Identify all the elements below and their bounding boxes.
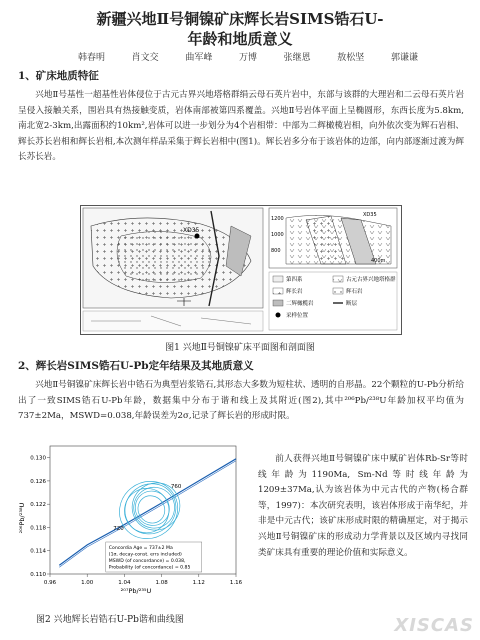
author-list [78,50,418,63]
author: 万博 [238,53,257,63]
figure2-concordia [16,440,246,595]
scale-label: 400m [371,258,386,264]
figure2-caption: 图2 兴地辉长岩锆石U-Pb谐和曲线图 [36,615,184,625]
plan-map [83,208,263,308]
y-tick-label: 0.118 [30,525,46,532]
chart-legend-line: MSWD (of concordance) = 0.038, [108,559,186,564]
author: 敖松坚 [337,53,365,63]
y-tick-label: 0.130 [30,455,46,462]
figure1-map [80,205,402,335]
legend-xingditage: 古元古界兴地塔格群 [346,277,396,283]
section-sample-label: XD35 [363,212,377,218]
figure1-caption: 图1 兴地Ⅱ号铜镍矿床平面图和剖面图 [165,343,315,353]
cross-section [269,208,397,268]
concordia-age-label: 720 [113,525,124,532]
x-tick-label: 1.16 [229,580,243,586]
legend-gabbro: 辉长岩 [286,289,303,295]
x-tick-label: 1.12 [192,580,205,586]
sample-location-marker [195,234,200,239]
map-legend [269,272,397,330]
section1-heading: 1、矿床地质特征 [18,70,99,82]
chart-legend-line: (1σ, decay-const. errs included) [108,552,182,558]
legend-pyroxenite: 辉石岩 [346,289,363,295]
author: 张继恩 [283,53,311,63]
geologic-map-svg [81,206,401,334]
sample-label: XD35 [183,227,200,234]
elevation-top: 1200 [271,216,284,222]
section1-text: 兴地Ⅱ号基性一超基性岩体侵位于古元古界兴地塔格群绢云母石英片岩中，东部与该群的大理岩和二云母石英片岩呈侵入接触关系，围岩具有热接触变质，岩体南部被第四系覆盖。兴地Ⅱ号岩体平面上呈椭圆形，东西长度为5.8km,南北宽2-3km,出露面积约10km²,岩体可以进一步划分为4个岩相带：中部为二辉橄榄岩相，向外依次变为辉石岩相、辉长苏长岩相和辉长岩相,本次测年样品采集于辉长岩相中(图1)。辉长岩多分布于该岩体的边部，向内部逐渐过渡为辉长苏长岩。 [18,90,464,163]
concordia-age-label: 760 [170,483,182,490]
x-axis-label: ²⁰⁷Pb/²³⁵U [120,587,152,595]
legend-lherzolite: 二辉橄榄岩 [286,301,314,307]
author: 韩春明 [78,53,106,63]
y-tick-label: 0.110 [30,572,46,578]
author: 肖文交 [131,53,159,63]
y-tick-label: 0.114 [30,548,46,555]
x-tick-label: 1.04 [118,580,131,586]
x-tick-label: 0.96 [43,580,57,586]
y-axis-label: ²⁰⁶Pb/²³⁸U [18,502,26,534]
paper-title-line2: 年龄和地质意义 [187,30,293,48]
concordia-chart [16,440,246,595]
author: 曲军峰 [185,53,213,63]
section2-heading: 2、辉长岩SIMS锆石U-Pb定年结果及其地质意义 [18,360,254,372]
legend-sample-site: 采样位置 [286,313,309,319]
elevation-mid: 1000 [271,232,284,238]
legend-quaternary: 第四系 [286,277,303,283]
right-column-text: 前人获得兴地Ⅱ号铜镍矿床中赋矿岩体Rb-Sr等时线年龄为1190Ma, Sm-Nd等时线年龄为1209±37Ma,认为该岩体为中元古代的产物(杨合群等，1997)：本次研究表明，该岩体形成于南华纪，并非是中元古代；该矿床形成时限的精确厘定，对于揭示兴地Ⅱ号铜镍矿床的形成动力学背景以及区域内寻找同类矿床具有重要的理论价值和实际意义。 [258,454,468,558]
section2-text: 兴地Ⅱ号铜镍矿床辉长岩中锆石为典型岩浆锆石,其形态大多数为短柱状、透明的自形晶。22个颗粒的U-Pb分析给出了一致SIMS锆石U-Pb年龄，数据集中分布于谐和线上及其附近(图2),其中²⁰⁶Pb/²³⁸U年龄加权平均值为737±2Ma，MSWD=0.038,年龄误差为2σ,记录了辉长岩的形成时限。 [18,380,464,422]
x-tick-label: 1.08 [155,580,168,586]
legend-fault: 断层 [346,301,358,307]
elevation-low: 800 [271,248,281,254]
chart-legend-line: Concordia Age = 737±2 Ma [108,546,173,551]
y-tick-label: 0.122 [30,502,46,509]
x-tick-label: 1.00 [81,580,94,586]
y-tick-label: 0.126 [30,478,46,485]
paper-title-line1: 新疆兴地Ⅱ号铜镍矿床辉长岩SIMS锆石U- [96,10,384,28]
watermark-logo: XISCAS [394,615,474,636]
chart-legend-line: Probability (of concordance) = 0.85 [108,565,191,571]
author: 郭谦谦 [390,53,418,63]
pyroxenite-unit [117,231,211,282]
